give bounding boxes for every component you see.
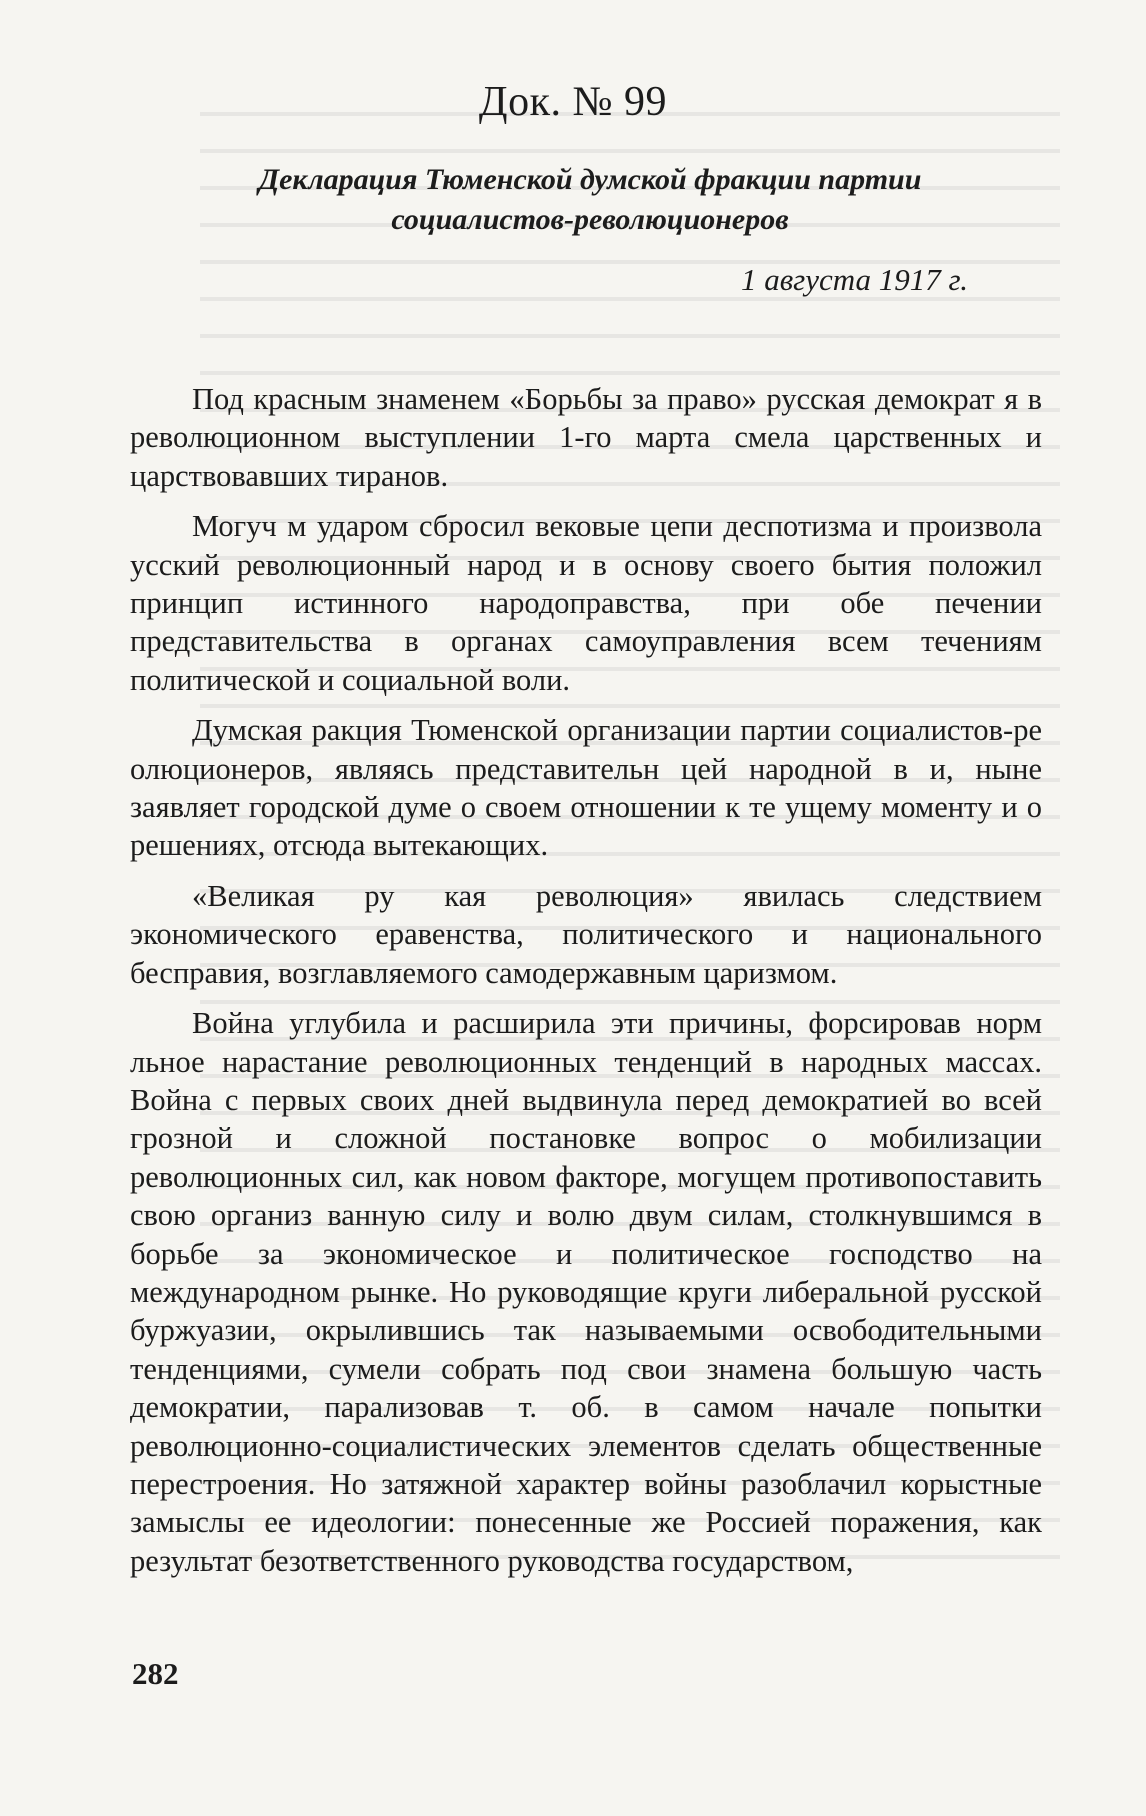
document-title-line-1: Декларация Тюменской думской фракции партии — [258, 163, 922, 196]
page-number: 282 — [132, 1656, 179, 1691]
document-body — [130, 380, 1042, 1592]
paragraph-5: Война углубила и расширила эти причины, форсировав норм льное нарастание революционных тенденций в народных массах. Война с первых своих дней выдвинула перед демократией во всей грозной и сложной постановке вопрос о мобилизации революционных сил, как новом факторе, могущем противопоставить свою организ ванную силу и волю двум силам, столкнувшимся в борьбе за экономическое и политическое господство на международном рынке. Но руководящие круги либеральной русской буржуазии, окрылившись так называемыми освободительными тенденциями, сумели собрать под свои знамена большую часть демократии, парализовав т. об. в самом начале попытки революционно-социалистических элементов сделать общественные перестроения. Но затяжной характер войны разоблачил корыстные замыслы ее идеологии: понесенные же Россией поражения, как результат безответственного руководства государством, — [130, 1006, 1042, 1578]
document-title-line-2: социалистов-революционеров — [391, 203, 789, 236]
document-number: Док. № 99 — [478, 79, 668, 125]
paragraph-4: «Великая ру кая революция» явилась следствием экономического еравенства, политического и национального бесправия, возглавляемого самодержавным царизмом. — [130, 878, 1042, 990]
document-title — [140, 160, 1040, 240]
paragraph-2: Могуч м ударом сбросил вековые цепи деспотизма и произвола усский революционный народ и в основу своего бытия положил принцип истинного народоправства, при обе печении представительства в органах самоуправления всем течениям политической и социальной воли. — [130, 509, 1042, 697]
document-date: 1 августа 1917 г. — [740, 262, 968, 297]
paragraph-1: Под красным знаменем «Борьбы за право» русская демократ я в революционном выступлении 1-го марта смела царственных и царствовавших тиранов. — [130, 382, 1042, 493]
paragraph-3: Думская ракция Тюменской организации партии социалистов-ре олюционеров, являясь представительн цей народной в и, ныне заявляет городской думе о своем отношении к те ущему моменту и о решениях, отсюда вытекающих. — [130, 713, 1042, 863]
